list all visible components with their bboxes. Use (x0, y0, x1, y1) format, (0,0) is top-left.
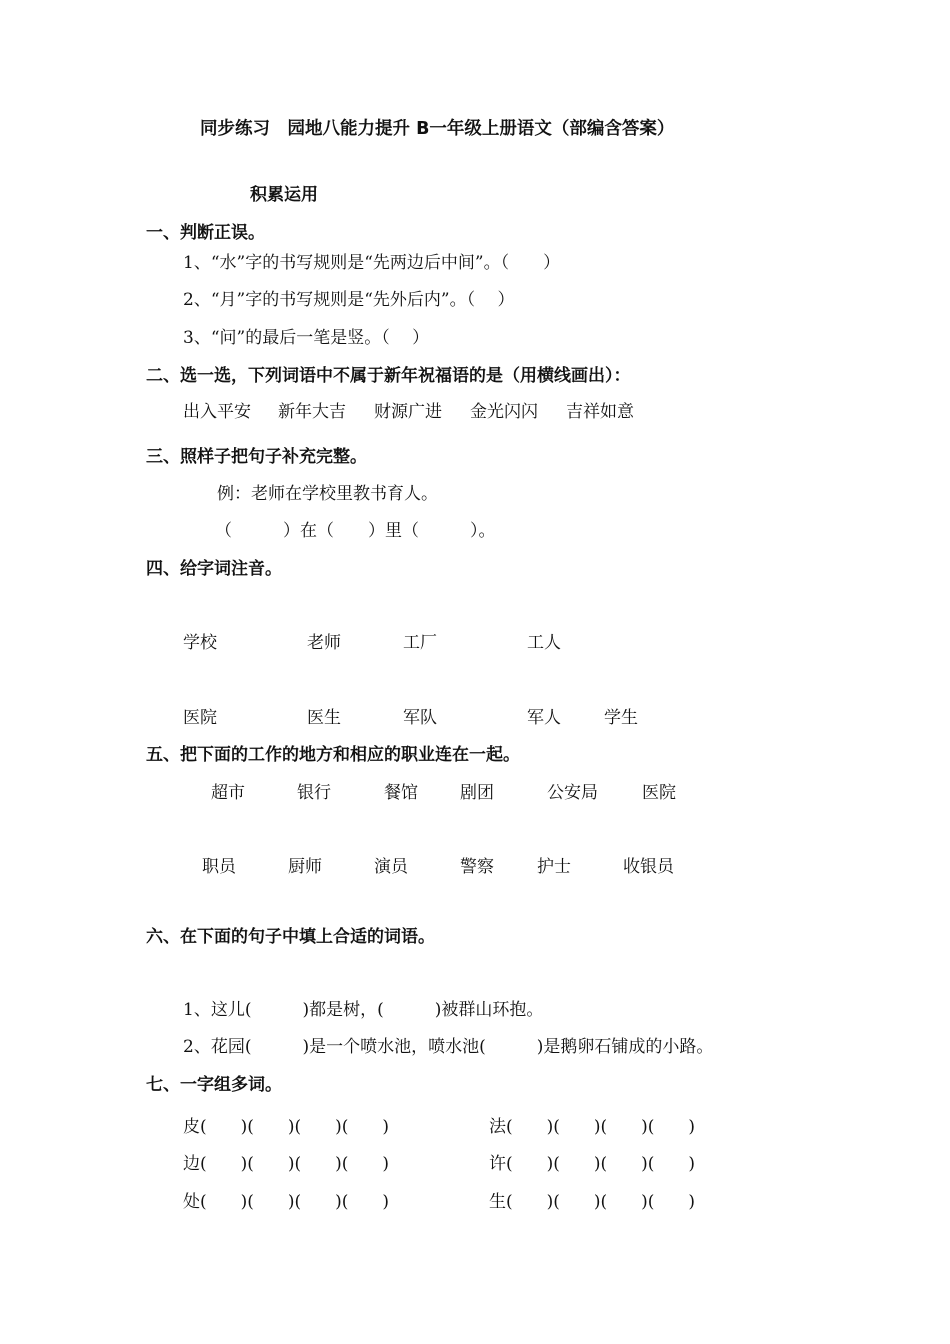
q6-heading: 六、在下面的句子中填上合适的词语。 (146, 927, 435, 947)
q7-blanks: ( )( )( )( ) (200, 1117, 390, 1137)
q3-heading: 三、照样子把句子补充完整。 (146, 447, 367, 467)
q7-char: 许 (489, 1154, 506, 1174)
q2-word-2: 新年大吉 (278, 402, 346, 422)
q5-place: 剧团 (460, 783, 494, 803)
q7-char: 法 (489, 1117, 506, 1137)
q7-blanks: ( )( )( )( ) (506, 1154, 696, 1174)
q4-heading: 四、给字词注音。 (146, 559, 282, 579)
q2-word-1: 出入平安 (183, 402, 251, 422)
q5-job: 厨师 (288, 857, 322, 877)
q5-place: 超市 (211, 783, 245, 803)
q7-blanks: ( )( )( )( ) (506, 1117, 696, 1137)
q7-char: 处 (183, 1192, 200, 1212)
q7-char: 边 (183, 1154, 200, 1174)
q1-item-1: 1、“水”字的书写规则是“先两边后中间”。（ ） (183, 253, 561, 273)
q7-heading: 七、一字组多词。 (146, 1075, 282, 1095)
q5-job: 警察 (460, 857, 494, 877)
q5-place: 餐馆 (384, 783, 418, 803)
q1-heading: 一、判断正误。 (146, 223, 265, 243)
q4-word: 学校 (183, 633, 217, 653)
q5-job: 收银员 (623, 857, 674, 877)
q4-word: 军人 (527, 708, 561, 728)
q7-blanks: ( )( )( )( ) (506, 1192, 696, 1212)
q4-word: 医院 (183, 708, 217, 728)
q7-blanks: ( )( )( )( ) (200, 1154, 390, 1174)
q2-word-5: 吉祥如意 (566, 402, 634, 422)
q4-word: 工人 (527, 633, 561, 653)
section-heading: 积累运用 (250, 185, 318, 205)
q4-word: 学生 (604, 708, 638, 728)
q5-job: 护士 (537, 857, 571, 877)
q4-word: 工厂 (403, 633, 437, 653)
q6-item-1: 1、这儿( )都是树，( )被群山环抱。 (183, 1000, 544, 1020)
q1-item-3: 3、“问”的最后一笔是竖。（ ） (183, 328, 430, 348)
q7-char: 生 (489, 1192, 506, 1212)
q5-place: 公安局 (547, 783, 598, 803)
q7-blanks: ( )( )( )( ) (200, 1192, 390, 1212)
q5-heading: 五、把下面的工作的地方和相应的职业连在一起。 (146, 745, 520, 765)
q7-char: 皮 (183, 1117, 200, 1137)
q3-example: 例：老师在学校里教书育人。 (217, 484, 438, 504)
q4-word: 军队 (403, 708, 437, 728)
q5-place: 银行 (297, 783, 331, 803)
q1-item-2: 2、“月”字的书写规则是“先外后内”。（ ） (183, 290, 515, 310)
q4-word: 医生 (307, 708, 341, 728)
q2-word-3: 财源广进 (374, 402, 442, 422)
q6-item-2: 2、花园( )是一个喷水池，喷水池( )是鹅卵石铺成的小路。 (183, 1037, 714, 1057)
q4-word: 老师 (307, 633, 341, 653)
q5-place: 医院 (642, 783, 676, 803)
q5-job: 职员 (202, 857, 236, 877)
document-title: 同步练习 园地八能力提升 B一年级上册语文（部编含答案） (200, 119, 675, 139)
q2-word-4: 金光闪闪 (470, 402, 538, 422)
q2-heading: 二、选一选，下列词语中不属于新年祝福语的是（用横线画出）： (146, 366, 631, 386)
q3-blank-sentence: （ ）在（ ）里（ ）。 (215, 521, 496, 541)
q5-job: 演员 (374, 857, 408, 877)
